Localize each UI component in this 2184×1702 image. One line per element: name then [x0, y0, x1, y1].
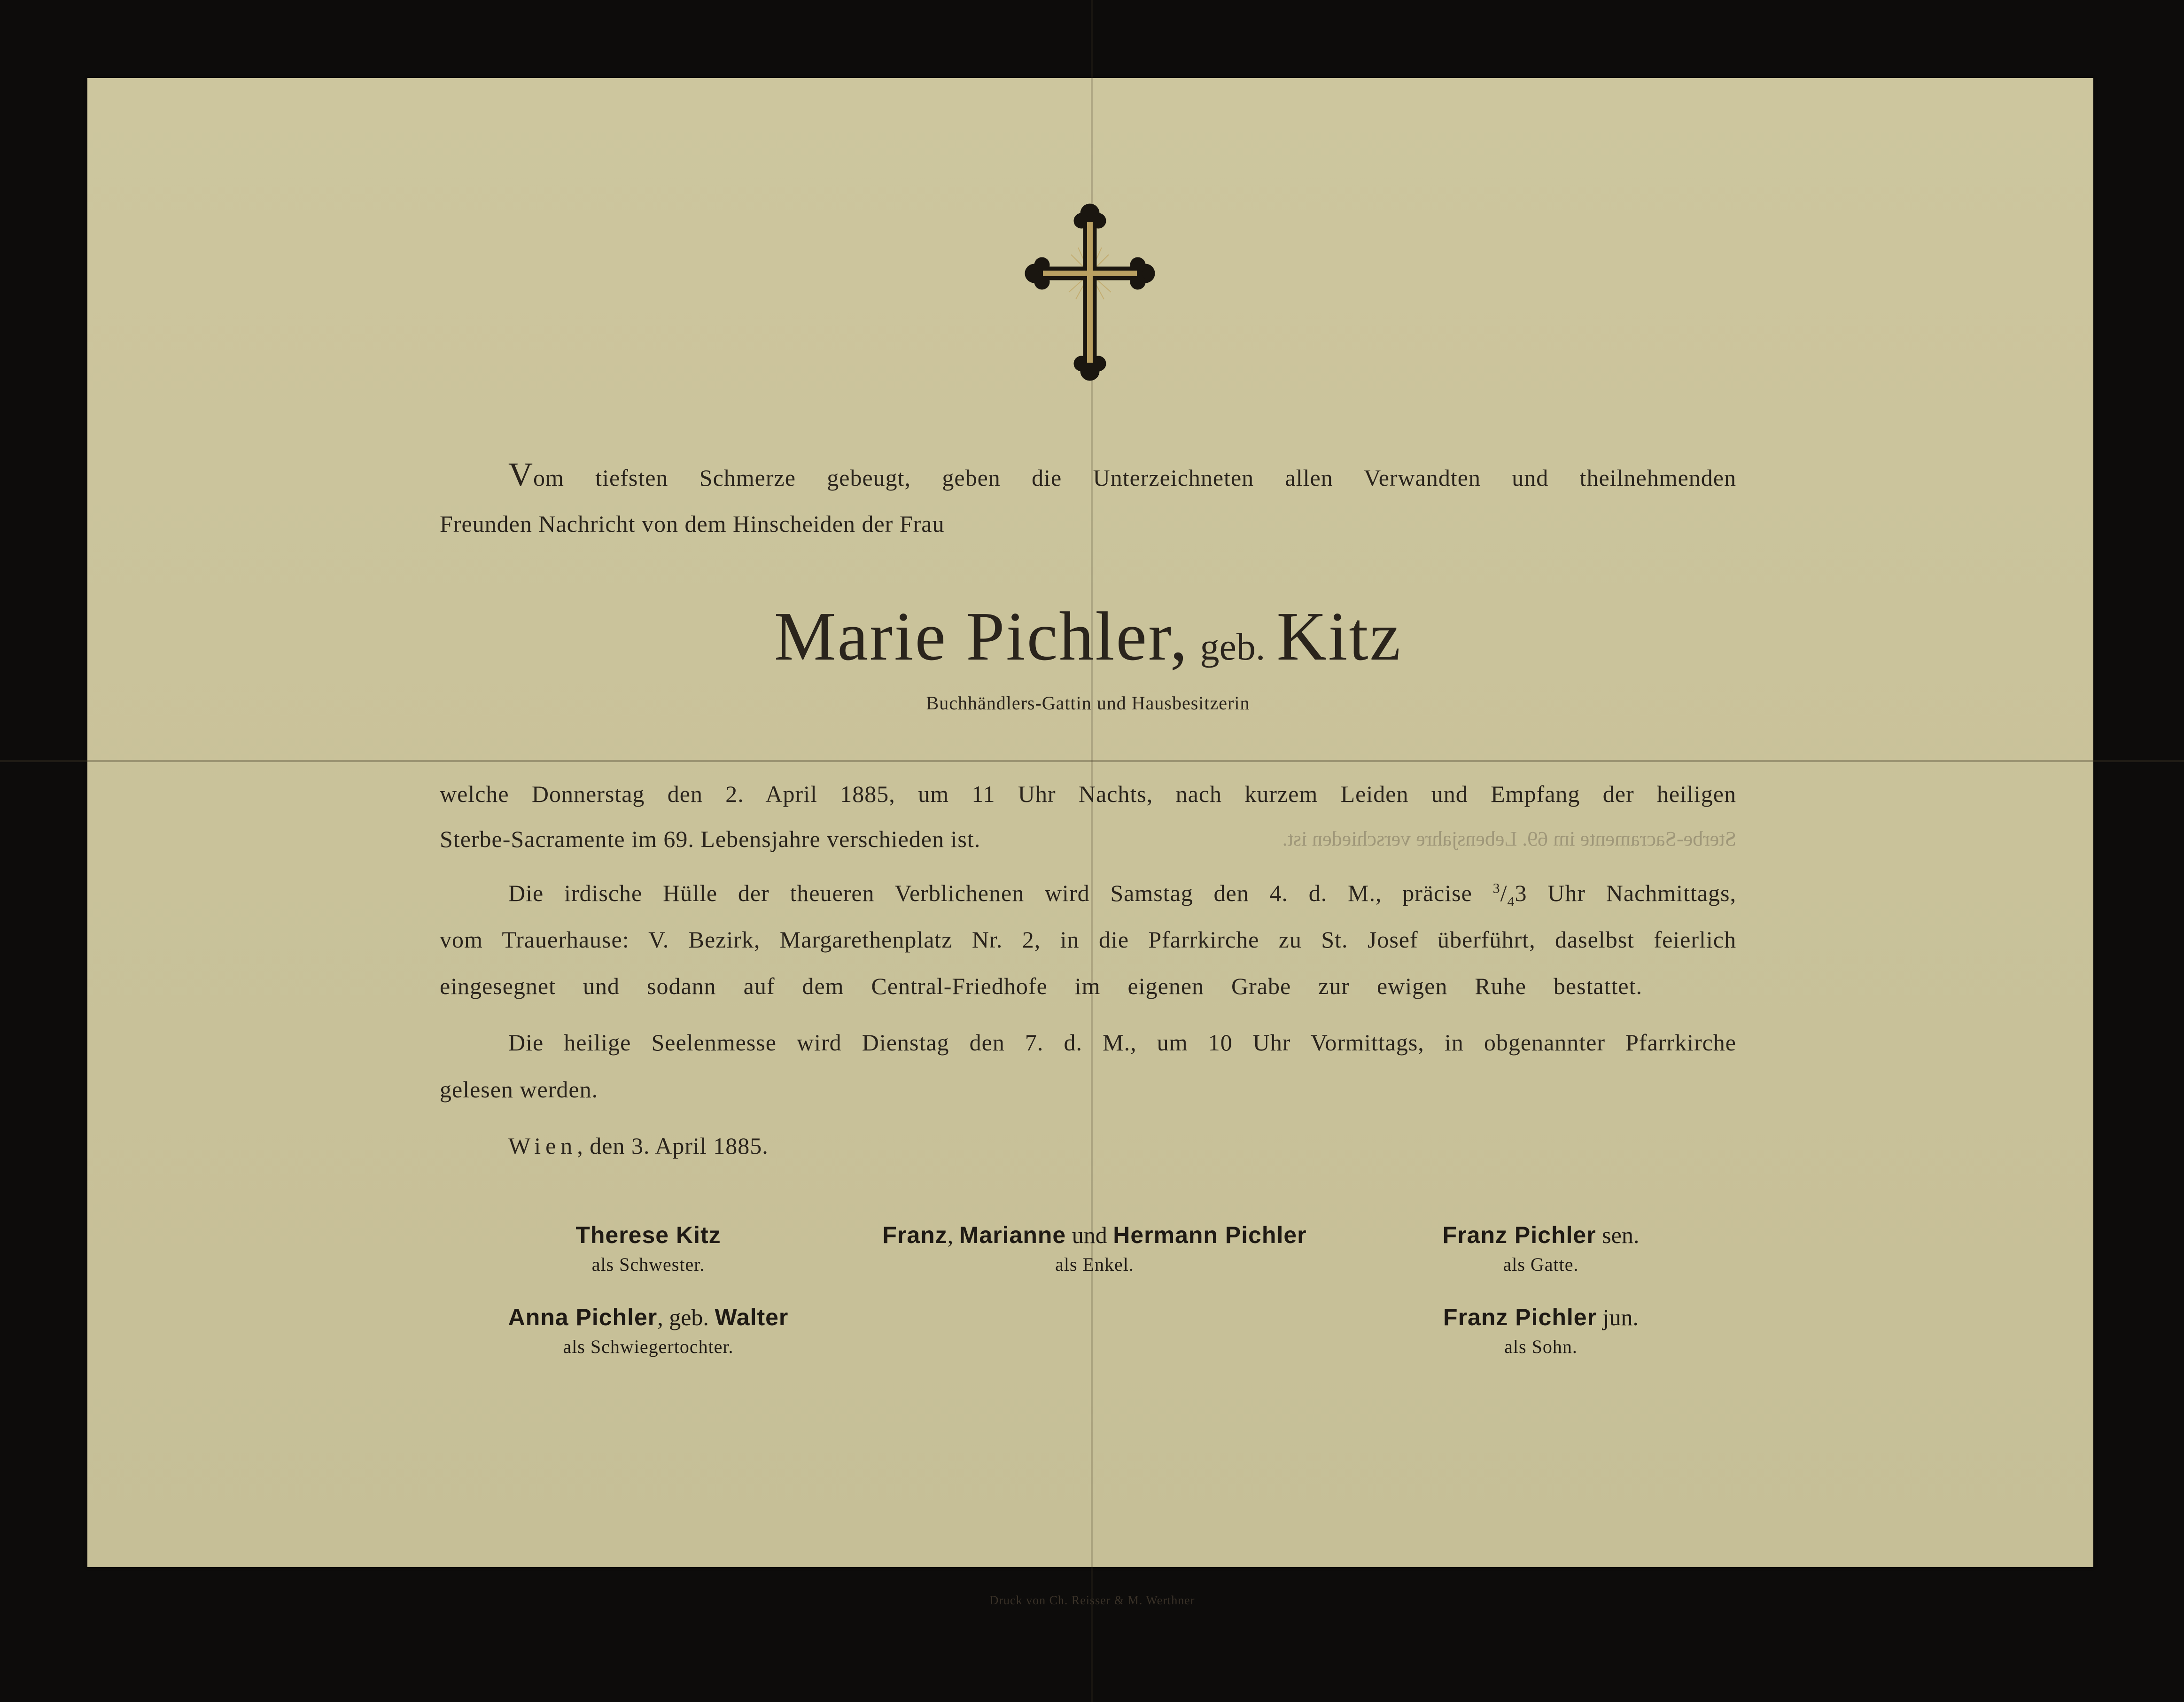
signatory-franz-pichler-sen: [1315, 1221, 1766, 1275]
deceased-occupation: Buchhändlers-Gattin und Hausbesitzerin: [926, 692, 1250, 714]
nee-label: geb.: [1200, 625, 1266, 668]
initial-letter: V: [508, 456, 533, 493]
signatory-role: als Gatte.: [1503, 1254, 1579, 1275]
funeral-line-1: Die irdische Hülle der theueren Verblichenen wird Samstag den 4. d. M., präcise $^3/_43$ Uhr Nachmittags,: [508, 880, 1737, 909]
mirrored-offset-print: Sterbe-Sacramente im 69. Lebensjahre verschieden ist.: [1282, 827, 1736, 850]
signatory-name: Therese Kitz: [575, 1222, 721, 1248]
separator: ,: [947, 1222, 959, 1248]
funeral-line-3: eingesegnet und sodann auf dem Central-Friedhofe im eigenen Grabe zur ewigen Ruhe bestattet.: [440, 973, 1642, 999]
fraction-denominator: 4: [1507, 894, 1515, 909]
signatory-nee: , geb.: [657, 1304, 715, 1330]
funeral-line-1-text: Die irdische Hülle der theueren Verblichenen wird Samstag den 4. d. M., präcise: [508, 880, 1472, 906]
death-details-line-1: welche Donnerstag den 2. April 1885, um 11 Uhr Nachts, nach kurzem Leiden und Empfang der heiligen: [440, 781, 1736, 807]
signatory-name: Franz Pichler: [1443, 1304, 1597, 1330]
date: , den 3. April 1885.: [577, 1133, 769, 1159]
deceased-name: Marie Pichler,: [774, 598, 1189, 675]
signatory-suffix: jun.: [1597, 1304, 1639, 1330]
place: Wien: [508, 1133, 577, 1159]
signatory-maiden-name: Walter: [715, 1304, 789, 1330]
funeral-line-1-end: 3 Uhr Nachmittags,: [1515, 880, 1737, 906]
fraction-numerator: 3: [1492, 880, 1500, 896]
trefoil-cross-icon: [1024, 203, 1156, 381]
signatory-role: als Sohn.: [1504, 1336, 1578, 1357]
intro-line-1: [508, 458, 1736, 494]
signatory-name: Anna Pichler: [508, 1304, 658, 1330]
printer-imprint: Druck von Ch. Reisser & M. Werthner: [989, 1593, 1195, 1607]
signatory-name: Franz Pichler: [1442, 1222, 1596, 1248]
signatory-role: als Schwester.: [591, 1254, 705, 1275]
signatory-role: als Schwiegertochter.: [563, 1336, 734, 1357]
signatory-name-hermann: Hermann Pichler: [1113, 1222, 1307, 1248]
maiden-name: Kitz: [1276, 598, 1402, 675]
signatory-franz-pichler-jun: [1315, 1304, 1766, 1358]
deceased-name-heading: [440, 597, 1736, 676]
place-and-date: [508, 1132, 1072, 1159]
conjunction: und: [1066, 1222, 1113, 1248]
intro-line-2: Freunden Nachricht von dem Hinscheiden der Frau: [440, 511, 945, 537]
signatory-role: als Enkel.: [1055, 1254, 1134, 1275]
intro-line-1-text: om tiefsten Schmerze gebeugt, geben die Unterzeichneten allen Verwandten und theilnehmenden: [533, 465, 1736, 491]
signatory-name-marianne: Marianne: [959, 1222, 1066, 1248]
signatory-suffix: sen.: [1596, 1222, 1640, 1248]
requiem-line-1: Die heilige Seelenmesse wird Dienstag den 7. d. M., um 10 Uhr Vormittags, in obgenannter Pfarrkirche: [508, 1029, 1736, 1056]
signatory-grandchildren: [799, 1221, 1391, 1275]
funeral-line-2: vom Trauerhause: V. Bezirk, Margarethenplatz Nr. 2, in die Pfarrkirche zu St. Josef überführt, daselbst feierlich: [440, 926, 1736, 953]
death-details-line-2: Sterbe-Sacramente im 69. Lebensjahre verschieden ist.: [440, 826, 981, 852]
signatory-anna-pichler: [423, 1304, 874, 1358]
signatory-name-franz: Franz: [882, 1222, 948, 1248]
requiem-line-2: gelesen werden.: [440, 1076, 598, 1103]
